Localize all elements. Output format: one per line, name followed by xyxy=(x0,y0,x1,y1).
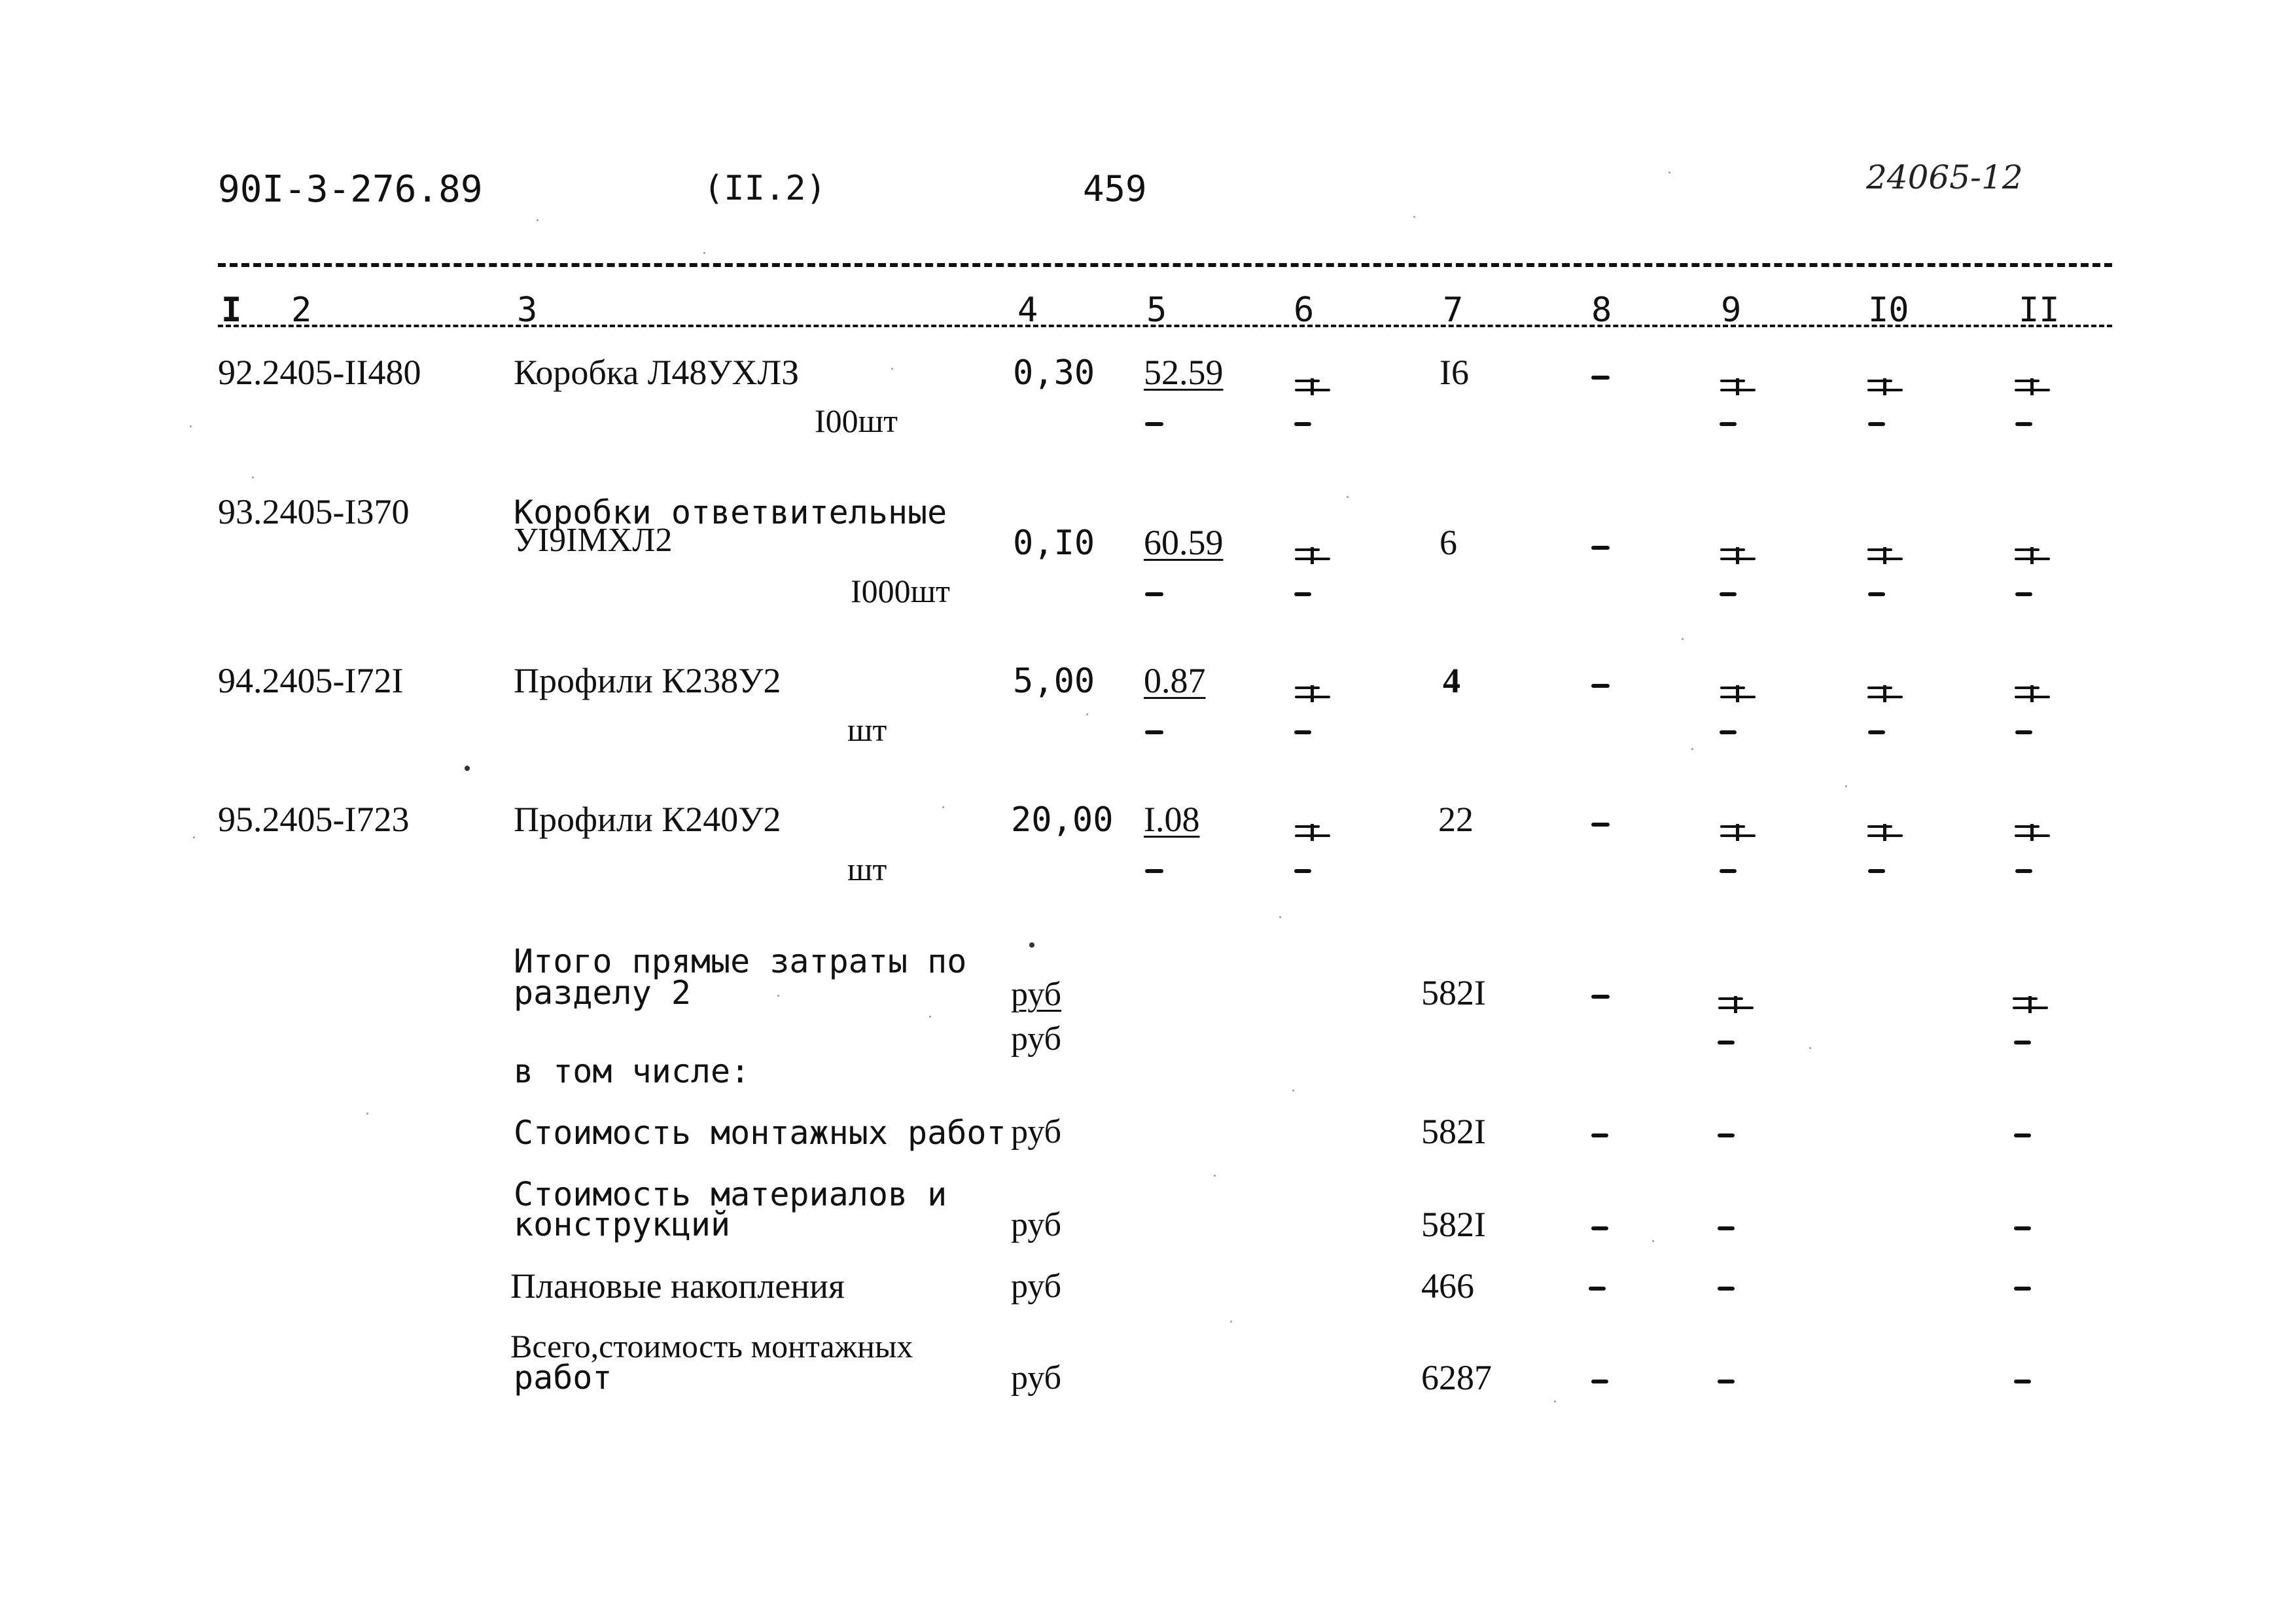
dash-mark xyxy=(2015,869,2032,873)
scan-speck xyxy=(1652,1240,1654,1242)
total-label-line2: разделу 2 xyxy=(514,974,691,1012)
scan-speck xyxy=(891,368,893,370)
total-label-line2: работ xyxy=(514,1359,612,1397)
col-header-6: 6 xyxy=(1294,291,1315,330)
col-header-9: 9 xyxy=(1721,291,1742,330)
total-unit: руб xyxy=(1011,1113,1062,1150)
scan-speck xyxy=(1214,1175,1216,1177)
dash-mark xyxy=(2015,592,2032,596)
dash-mark xyxy=(1591,995,1610,999)
scan-speck xyxy=(1230,1321,1232,1323)
scan-speck xyxy=(1809,1047,1811,1049)
total-label: Всего,стоимость монтажных xyxy=(510,1328,913,1364)
scan-speck xyxy=(703,252,705,254)
ditto-mark xyxy=(1718,685,1758,702)
col-header-4: 4 xyxy=(1017,291,1038,330)
scan-speck xyxy=(366,1113,368,1115)
scan-speck xyxy=(1669,171,1670,173)
scan-speck xyxy=(1845,785,1847,787)
dash-mark xyxy=(1720,869,1737,873)
ditto-mark xyxy=(2012,824,2053,841)
col-header-3: 3 xyxy=(517,291,538,330)
scan-speck xyxy=(1029,942,1034,948)
dash-mark xyxy=(1720,730,1737,734)
col-header-8: 8 xyxy=(1591,291,1612,330)
dash-mark xyxy=(1720,422,1737,426)
top-dashed-rule xyxy=(218,263,2112,267)
total-label-line2: конструкций xyxy=(514,1205,731,1243)
row-code: 93.2405-I370 xyxy=(218,492,410,531)
total-unit: руб xyxy=(1011,1359,1062,1397)
subsection-label: в том числе: xyxy=(514,1052,751,1090)
dash-mark xyxy=(1591,684,1610,688)
col-header-1: I xyxy=(221,291,242,330)
row-price: I.08 xyxy=(1144,800,1200,839)
dash-mark xyxy=(1294,730,1311,734)
scan-speck xyxy=(1292,1090,1294,1092)
dash-mark xyxy=(1294,592,1311,596)
scan-speck xyxy=(1691,748,1693,750)
ditto-mark xyxy=(2012,378,2053,395)
scan-speck xyxy=(1554,1400,1556,1402)
row-name: Коробки ответвительные xyxy=(514,493,947,531)
dash-mark xyxy=(1145,730,1163,734)
dash-mark xyxy=(2014,1133,2031,1137)
dash-mark xyxy=(1591,376,1610,380)
row-price: 60.59 xyxy=(1144,523,1224,562)
row-unit: I00шт xyxy=(815,402,898,439)
dash-mark xyxy=(2014,1287,2031,1291)
dash-mark xyxy=(1718,1287,1735,1291)
dash-mark xyxy=(2015,422,2032,426)
row-qty: 5,00 xyxy=(1013,662,1095,701)
dash-mark xyxy=(1868,730,1885,734)
ditto-mark xyxy=(1718,824,1758,841)
ditto-mark xyxy=(1292,378,1333,395)
row-total: 22 xyxy=(1438,800,1474,839)
dash-mark xyxy=(1294,422,1311,426)
reference-number: 24065-12 xyxy=(1866,158,2023,196)
total-label: Итого прямые затраты по xyxy=(514,942,967,980)
row-name: Коробка Л48УХЛЗ xyxy=(514,353,800,392)
row-qty: 0,I0 xyxy=(1013,524,1095,563)
total-unit: руб xyxy=(1011,1268,1062,1305)
dash-mark xyxy=(1145,869,1163,873)
dash-mark xyxy=(2014,1226,2031,1230)
row-unit: I000шт xyxy=(851,573,951,609)
total-unit: руб xyxy=(1011,1206,1062,1243)
total-value: 582I xyxy=(1421,1112,1486,1151)
row-name: Профили К238У2 xyxy=(514,661,781,700)
scan-speck xyxy=(537,219,539,221)
row-unit: шт xyxy=(847,851,887,887)
scan-speck xyxy=(1413,216,1415,218)
row-code: 95.2405-I723 xyxy=(218,800,410,839)
dash-mark xyxy=(2015,730,2032,734)
row-total: 6 xyxy=(1439,523,1457,562)
scan-speck xyxy=(465,766,470,771)
dash-mark xyxy=(1591,1133,1608,1137)
col-header-2: 2 xyxy=(291,291,312,330)
dash-mark xyxy=(2014,1380,2031,1383)
dash-mark xyxy=(1868,422,1885,426)
dash-mark xyxy=(1718,1380,1735,1383)
ditto-mark xyxy=(1716,996,1756,1013)
ditto-mark xyxy=(2012,547,2053,564)
row-code: 94.2405-I72I xyxy=(218,661,404,700)
section-number: (II.2) xyxy=(703,169,826,208)
dash-mark xyxy=(1591,823,1610,827)
scan-speck xyxy=(193,836,195,838)
row-name: Профили К240У2 xyxy=(514,800,781,839)
dash-mark xyxy=(1868,592,1885,596)
scan-speck xyxy=(1347,496,1349,498)
dash-mark xyxy=(1294,869,1311,873)
scan-speck xyxy=(1682,638,1684,640)
total-value: 6287 xyxy=(1421,1358,1492,1397)
scan-speck xyxy=(942,806,944,808)
row-price: 52.59 xyxy=(1144,353,1224,392)
scan-speck xyxy=(190,425,192,427)
total-label: Стоимость монтажных работ xyxy=(514,1114,1006,1152)
ditto-mark xyxy=(1865,378,1905,395)
dash-mark xyxy=(1145,422,1163,426)
dash-mark xyxy=(1591,1226,1608,1230)
total-unit: руб xyxy=(1011,976,1062,1013)
ditto-mark xyxy=(1292,824,1333,841)
col-header-11: II xyxy=(2019,291,2060,330)
dash-mark xyxy=(1718,1226,1735,1230)
col-header-10: I0 xyxy=(1868,291,1909,330)
row-code: 92.2405-II480 xyxy=(218,353,421,392)
dash-mark xyxy=(1589,1287,1606,1291)
ditto-mark xyxy=(1865,824,1905,841)
row-qty: 20,00 xyxy=(1011,800,1114,840)
dash-mark xyxy=(1591,1380,1608,1383)
ditto-mark xyxy=(1292,685,1333,702)
row-name-line2: УI9IMXЛ2 xyxy=(514,522,673,559)
total-value: 582I xyxy=(1421,973,1486,1012)
total-unit-line2: руб xyxy=(1011,1020,1062,1058)
dash-mark xyxy=(1720,592,1737,596)
total-value: 582I xyxy=(1421,1205,1486,1244)
document-code: 90I-3-276.89 xyxy=(218,168,483,211)
total-label: Плановые накопления xyxy=(510,1266,845,1306)
ditto-mark xyxy=(1718,547,1758,564)
dash-mark xyxy=(1145,592,1163,596)
page-number: 459 xyxy=(1083,168,1147,209)
row-total: 4 xyxy=(1443,661,1460,700)
total-label: Стоимость материалов и xyxy=(514,1175,947,1213)
row-unit: шт xyxy=(847,711,887,748)
row-total: I6 xyxy=(1439,353,1469,392)
total-value: 466 xyxy=(1421,1266,1474,1306)
row-qty: 0,30 xyxy=(1013,353,1095,393)
row-price: 0.87 xyxy=(1144,661,1206,700)
ditto-mark xyxy=(1718,378,1758,395)
ditto-mark xyxy=(1865,547,1905,564)
scan-speck xyxy=(1086,713,1088,715)
ditto-mark xyxy=(1865,685,1905,702)
scan-speck xyxy=(1279,916,1281,918)
dash-mark xyxy=(1868,869,1885,873)
dash-mark xyxy=(1591,546,1610,550)
scan-speck xyxy=(777,995,779,997)
scan-speck xyxy=(252,476,254,478)
ditto-mark xyxy=(2010,996,2051,1013)
col-header-5: 5 xyxy=(1146,291,1167,330)
scan-speck xyxy=(929,1016,931,1018)
ditto-mark xyxy=(2012,685,2053,702)
col-header-7: 7 xyxy=(1443,291,1464,330)
dash-mark xyxy=(2014,1041,2031,1044)
dash-mark xyxy=(1718,1133,1735,1137)
dash-mark xyxy=(1718,1041,1735,1044)
ditto-mark xyxy=(1292,547,1333,564)
